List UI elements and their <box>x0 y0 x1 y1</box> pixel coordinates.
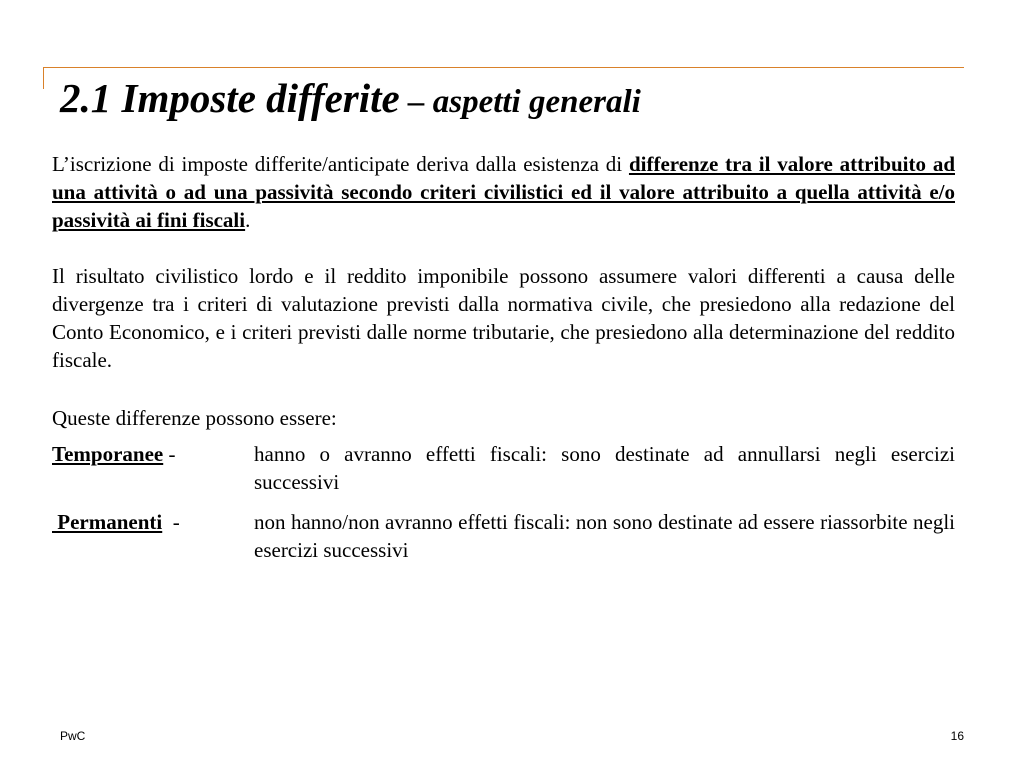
footer-brand: PwC <box>60 729 86 743</box>
paragraph-intro-emphasis: differenze tra il valore attribuito ad una attività o ad una passività secondo criteri civilistici ed il valore attribuito a quella attività e/o passività ai fini fiscali <box>52 152 955 232</box>
paragraph-intro-end: . <box>245 208 251 232</box>
list-item-text: non hanno/non avranno effetti fiscali: non sono destinate ad essere riassorbite negli esercizi successivi <box>254 510 955 562</box>
list-item-label: Temporanee <box>52 442 164 466</box>
paragraph-intro <box>52 150 955 234</box>
paragraph-differences: Queste differenze possono essere: <box>52 406 337 430</box>
paragraph-result: Il risultato civilistico lordo e il reddito imponibile possono assumere valori differenti a causa delle divergenze tra i criteri di valutazione previsti dalla normativa civile, che presiedono alla redazione del Conto Economico, e i criteri previsti dalle norme tributarie, che presiedono alla determinazione del reddito fiscale. <box>52 264 955 372</box>
list-item-separator: - <box>163 442 197 466</box>
list-item-permanenti <box>52 508 955 564</box>
list-item-head <box>52 440 254 468</box>
title-rule-vertical <box>43 67 44 89</box>
page-number: 16 <box>950 729 964 743</box>
list-item-text: hanno o avranno effetti fiscali: sono destinate ad annullarsi negli esercizi successivi <box>254 442 955 494</box>
slide-title-main: 2.1 Imposte differite <box>60 75 400 121</box>
list-item-temporanee <box>52 440 955 496</box>
slide-body <box>52 150 955 564</box>
slide-title <box>60 74 641 122</box>
paragraph-intro-text: L’iscrizione di imposte differite/anticipate deriva dalla esistenza di <box>52 152 629 176</box>
slide-title-subtitle: – aspetti generali <box>399 84 641 120</box>
list-item-label: Permanenti <box>52 510 163 534</box>
list-item-separator: - <box>162 510 191 534</box>
title-rule-horizontal <box>43 67 964 68</box>
list-item-head <box>52 508 254 536</box>
